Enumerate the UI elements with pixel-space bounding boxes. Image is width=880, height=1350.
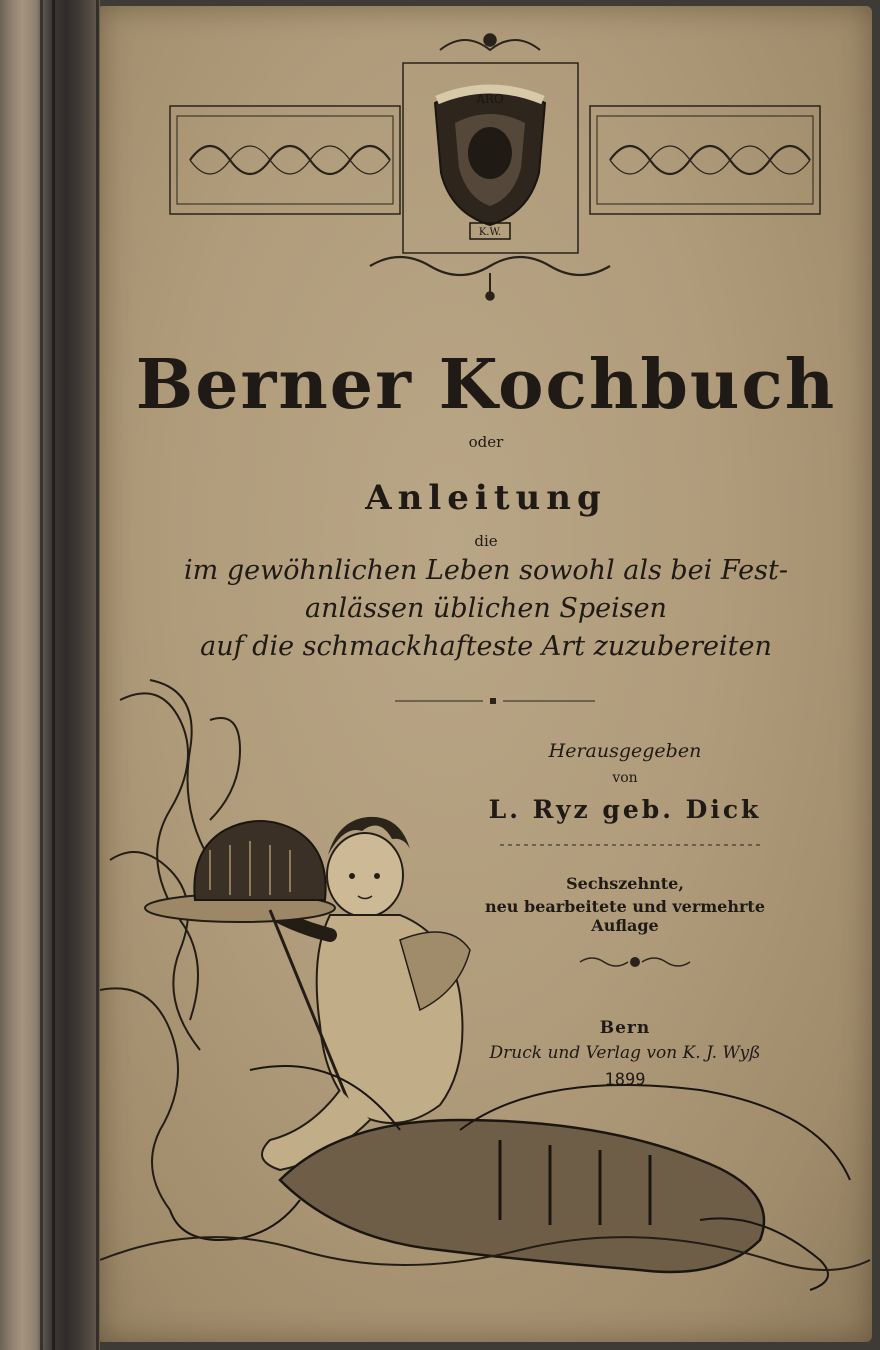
publication-year: 1899 xyxy=(604,1070,646,1090)
book-subtitle: Anleitung xyxy=(365,478,607,518)
right-banner-inner xyxy=(597,116,813,204)
acanthus-leaf xyxy=(120,693,198,1020)
edition-line-1: Sechszehnte, xyxy=(566,874,684,893)
book-title: Berner Kochbuch xyxy=(135,345,837,425)
author-name: L. Ryz geb. Dick xyxy=(488,795,762,824)
left-banner-frame xyxy=(170,106,400,214)
article-die: die xyxy=(474,532,498,550)
book-spine xyxy=(0,0,100,1350)
edition-line-2: neu bearbeitete und vermehrte Auflage xyxy=(484,897,765,935)
description-line-2: anlässen üblichen Speisen xyxy=(305,593,667,624)
left-banner-inner xyxy=(177,116,393,204)
cover-illustration xyxy=(100,660,872,1300)
svg-text:ARO: ARO xyxy=(476,92,504,106)
von-label: von xyxy=(612,770,638,786)
top-finial xyxy=(484,34,496,46)
edited-by-label: Herausgegeben xyxy=(548,740,702,762)
publisher-line: Druck und Verlag von K. J. Wyß xyxy=(489,1043,761,1063)
cherub-illustration xyxy=(145,817,470,1170)
right-banner-frame xyxy=(590,106,820,214)
description-line-1: im gewöhnlichen Leben sowohl als bei Fest- xyxy=(184,555,788,586)
acanthus-leaf xyxy=(100,988,178,1210)
acanthus-leaf xyxy=(110,852,200,1050)
svg-text:K.W.: K.W. xyxy=(478,227,502,238)
coat-of-arms-ornament xyxy=(165,28,830,308)
spine-line xyxy=(40,0,43,1350)
bottom-finial-dot xyxy=(486,292,494,300)
publication-place: Bern xyxy=(599,1018,651,1038)
description-line-3: auf die schmackhafteste Art zuzubereiten xyxy=(200,631,772,662)
spine-line xyxy=(52,0,55,1350)
spine-line xyxy=(96,0,99,1350)
bottom-flourish xyxy=(370,257,610,275)
acanthus-leaf xyxy=(210,718,240,820)
coat-of-arms-emblem xyxy=(435,88,545,239)
acanthus-leaf xyxy=(150,680,210,860)
lobster-illustration xyxy=(170,1066,850,1290)
conjunction-oder: oder xyxy=(468,433,504,451)
